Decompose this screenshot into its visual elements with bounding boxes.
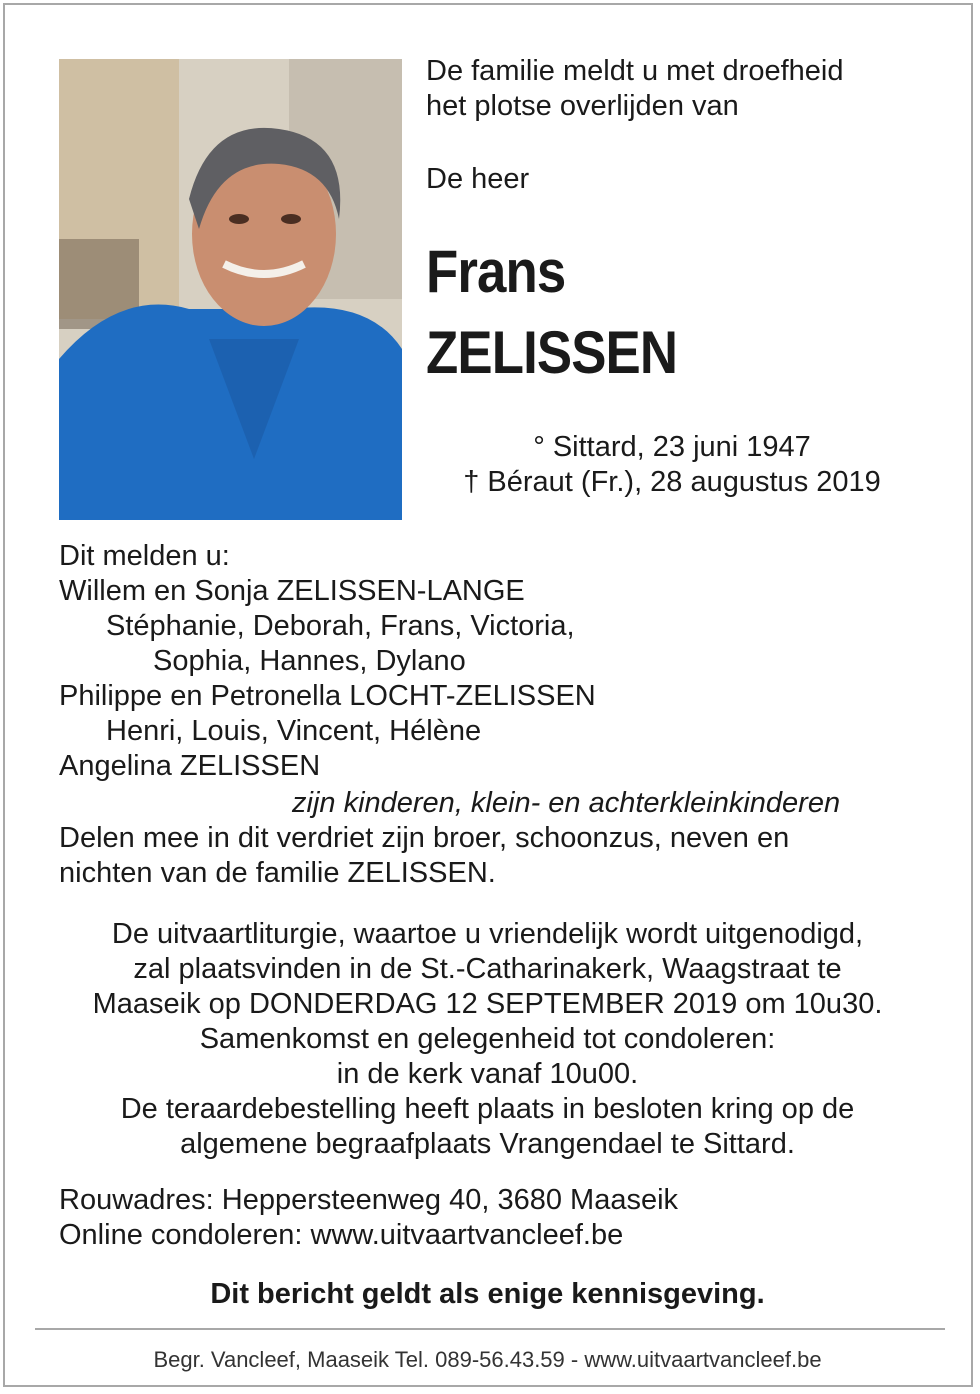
notice-text: Dit bericht geldt als enige kennisgeving. xyxy=(210,1278,765,1310)
share-line: Delen mee in dit verdriet zijn broer, schoonzus, neven en xyxy=(59,822,790,854)
family-line: Willem en Sonja ZELISSEN-LANGE xyxy=(59,575,525,607)
family-role: zijn kinderen, klein- en achterkleinkinderen xyxy=(292,787,841,819)
family-line: Henri, Louis, Vincent, Hélène xyxy=(106,715,482,747)
share-line: nichten van de familie ZELISSEN. xyxy=(59,857,496,889)
funeral-details xyxy=(40,917,935,1162)
honorific: De heer xyxy=(426,163,530,195)
deceased-first-name: Frans xyxy=(426,238,566,305)
funeral-line: De uitvaartliturgie, waartoe u vriendelijk wordt uitgenodigd, xyxy=(111,918,864,950)
intro-line: De familie meldt u met droefheid xyxy=(426,55,844,87)
deceased-last-name: ZELISSEN xyxy=(426,319,678,386)
mourning-address: Rouwadres: Heppersteenweg 40, 3680 Maaseik xyxy=(59,1184,679,1216)
death-line: † Béraut (Fr.), 28 augustus 2019 xyxy=(463,466,881,498)
family-line: Stéphanie, Deborah, Frans, Victoria, xyxy=(106,610,575,642)
share-text xyxy=(59,821,789,891)
funeral-line: Maaseik op DONDERDAG 12 SEPTEMBER 2019 om 10u30. xyxy=(92,988,883,1020)
funeral-line: De teraardebestelling heeft plaats in besloten kring op de xyxy=(120,1093,855,1125)
funeral-line: Samenkomst en gelegenheid tot condoleren: xyxy=(199,1023,776,1055)
family-line: Sophia, Hannes, Dylano xyxy=(153,645,466,677)
family-line: Philippe en Petronella LOCHT-ZELISSEN xyxy=(59,680,596,712)
address-block xyxy=(59,1183,678,1253)
birth-line: ° Sittard, 23 juni 1947 xyxy=(533,431,811,463)
family-line: Angelina ZELISSEN xyxy=(59,750,321,782)
intro-line: het plotse overlijden van xyxy=(426,90,739,122)
portrait-photo xyxy=(59,59,402,520)
divider xyxy=(35,1328,945,1330)
funeral-line: algemene begraafplaats Vrangendael te Sittard. xyxy=(180,1128,795,1160)
online-condolence: Online condoleren: www.uitvaartvancleef.be xyxy=(59,1219,624,1251)
life-dates xyxy=(452,430,892,500)
announcers-heading: Dit melden u: xyxy=(59,540,230,572)
footer-text: Begr. Vancleef, Maaseik Tel. 089-56.43.59 - www.uitvaartvancleef.be xyxy=(153,1347,822,1372)
funeral-line: in de kerk vanaf 10u00. xyxy=(336,1058,639,1090)
intro-text xyxy=(426,54,843,124)
funeral-line: zal plaatsvinden in de St.-Catharinakerk, Waagstraat te xyxy=(133,953,842,985)
family-list xyxy=(59,539,596,784)
